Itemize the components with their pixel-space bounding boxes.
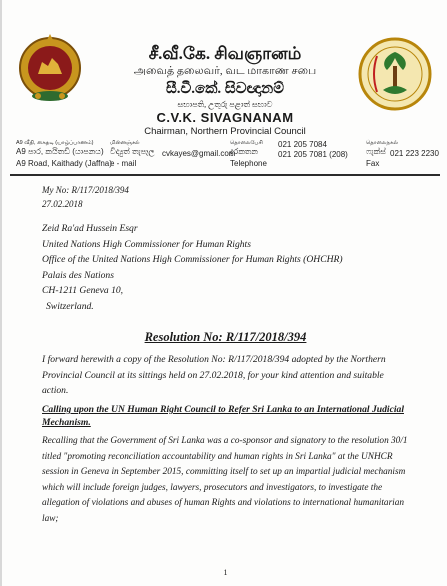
address-label-tamil: A9 வீதி, கைதடி (யாழ்ப்பாணம்) — [16, 140, 94, 146]
address-line-sinhala: A9 පාර, කයිතඩි (යාපනය) — [16, 147, 104, 156]
chairman-name-tamil: சீ.வீ.கே. சிவஞானம் — [148, 44, 302, 63]
intro-line: action. — [42, 385, 69, 396]
body-line: allegation of violations and abuses of human Rights and violations to international humanitarian — [42, 498, 405, 508]
phone-number-1: 021 205 7084 — [278, 140, 327, 149]
fax-label-tamil: தொலைநகல் — [366, 140, 399, 146]
body-line: law; — [42, 513, 59, 524]
sri-lanka-emblem-icon — [16, 30, 84, 104]
northern-provincial-council-seal-icon — [357, 36, 433, 112]
body-line: session in Geneva in September 2015, committing itself to set up an impartial judicial mechanism — [42, 467, 406, 477]
phone-label-block — [230, 140, 267, 168]
recipient-line: Switzerland. — [46, 300, 94, 312]
chairman-title-sinhala: සභාපති, උතුරු පළාත් සභාව — [177, 100, 273, 109]
intro-paragraph — [42, 352, 437, 399]
heading-line: Calling upon the UN Human Right Council to Refer Sri Lanka to an International Judicial — [42, 404, 404, 415]
body-line: titled "promoting reconciliation accountability and human rights in Sri Lanka" at the UNHCR — [42, 451, 393, 462]
reference-number: My No: R/117/2018/394 — [42, 185, 129, 195]
phone-label-english: Telephone — [230, 159, 267, 168]
fax-label-english: Fax — [366, 159, 380, 168]
phone-numbers — [278, 140, 348, 159]
address-line-english: A9 Road, Kaithady (Jaffna) — [16, 159, 112, 168]
recipient-line: CH-1211 Geneva 10, — [42, 285, 124, 296]
letterhead-divider — [10, 174, 440, 176]
chairman-title-tamil: அவைத் தலைவர், வட மாகாண சபை — [133, 65, 317, 77]
email-address: cvkayes@gmail.com — [162, 149, 236, 158]
email-label-block — [110, 140, 154, 168]
recipient-line: Palais des Nations — [42, 269, 114, 281]
heading-line: Mechanism. — [42, 417, 91, 428]
chairman-title-english: Chairman, Northern Provincial Council — [144, 126, 306, 137]
intro-line: Provincial Council at its sittings held on 27.02.2018, for your kind attention and suitable — [42, 369, 384, 381]
address-block — [16, 140, 112, 168]
fax-number: 021 223 2230 — [390, 149, 439, 158]
body-line: Recalling that the Government of Sri Lanka was a co-sponsor and signatory to the resolution 30/1 — [42, 436, 408, 446]
resolution-title: Resolution No: R/117/2018/394 — [144, 330, 307, 344]
intro-line: I forward herewith a copy of the Resolution No: R/117/2018/394 adopted by the Northern — [42, 354, 386, 365]
body-line: which will include foreign judges, lawyers, prosecutors and investigators, to investigate the — [42, 482, 383, 493]
recipient-line: Office of the United Nations High Commissioner for Human Rights (OHCHR) — [42, 254, 343, 265]
chairman-name-sinhala: සී.වී.කේ. සිවඥානම් — [165, 81, 285, 97]
recalling-paragraph — [42, 434, 440, 527]
fax-label-sinhala: ෆැක්ස් — [366, 147, 386, 156]
email-label-english: e - mail — [110, 159, 137, 168]
email-label-sinhala: විද්‍යුත් තැපෑල — [110, 147, 155, 156]
letter-date: 27.02.2018 — [42, 199, 83, 209]
page-number: 1 — [223, 568, 228, 577]
phone-label-sinhala: දුරකතන — [230, 147, 258, 156]
resolution-heading — [42, 403, 430, 429]
chairman-name-english: C.V.K. SIVAGNANAM — [156, 110, 294, 125]
email-label-tamil: மின்னஞ்சல் — [110, 140, 140, 146]
recipient-address — [42, 221, 432, 314]
recipient-line: United Nations High Commissioner for Human Rights — [42, 238, 251, 250]
recipient-line: Zeid Ra'ad Hussein Esqr — [42, 223, 138, 234]
phone-number-2: 021 205 7081 (208) — [278, 150, 348, 159]
phone-label-tamil: தொலைபேசி — [230, 140, 263, 146]
